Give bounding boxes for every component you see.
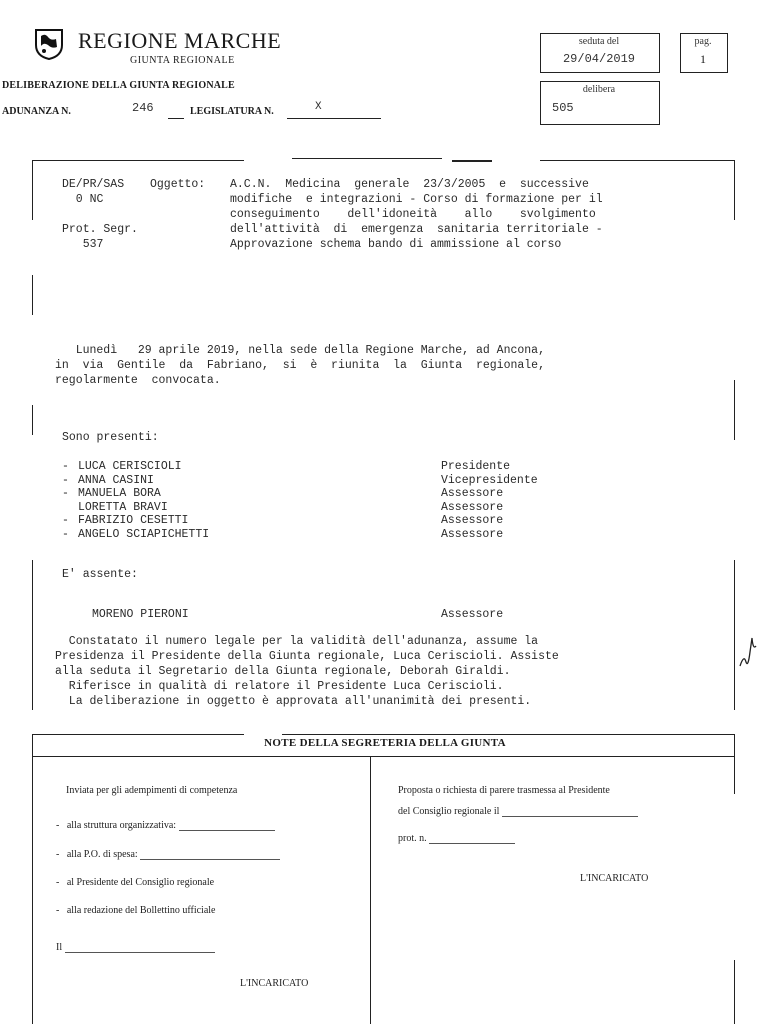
notes-item-po-spesa: - alla P.O. di spesa: bbox=[56, 849, 280, 860]
legislatura-underline bbox=[287, 118, 381, 119]
frame-right-2 bbox=[734, 380, 735, 440]
present-member-name: LUCA CERISCIOLI bbox=[78, 460, 182, 473]
adunanza-label: ADUNANZA N. bbox=[2, 106, 71, 117]
present-member-name: FABRIZIO CESETTI bbox=[78, 514, 189, 528]
delibera-label: delibera bbox=[582, 84, 616, 95]
notes-left-border bbox=[32, 734, 33, 1024]
frame-right-3 bbox=[734, 560, 735, 710]
present-label: Sono presenti: bbox=[62, 431, 159, 444]
notes-item-bollettino: - alla redazione del Bollettino ufficiale bbox=[56, 905, 216, 916]
notes-top-right bbox=[282, 734, 734, 735]
adunanza-number: 246 bbox=[132, 101, 154, 115]
present-member-bullet: - bbox=[62, 528, 69, 541]
notes-title-underline bbox=[32, 756, 734, 757]
notes-divider bbox=[370, 756, 371, 1024]
present-member-role: Presidente bbox=[441, 460, 511, 473]
present-member-bullet: - bbox=[62, 514, 69, 528]
notes-left-signature: L'INCARICATO bbox=[240, 978, 309, 989]
frame-top-dash bbox=[452, 160, 492, 162]
notes-left-intro: Inviata per gli adempimenti di competenza bbox=[66, 785, 238, 796]
meeting-closing: Constatato il numero legale per la validità dell'adunanza, assume la Presidenza il Presidente della Giunta regionale, Luca Ceriscioli. Assiste alla seduta il Segretario della Giunta regionale, Deborah Giraldi. Riferisce in qualità di relatore il Presidente Luca Ceriscioli. La deliberazione in oggetto è approvata all'unanimità dei presenti. bbox=[55, 635, 559, 708]
frame-top-left bbox=[32, 160, 244, 161]
present-member-role: Assessore bbox=[441, 514, 504, 528]
present-member-role: Assessore bbox=[441, 487, 504, 501]
notes-right-signature: L'INCARICATO bbox=[580, 873, 649, 884]
oggetto-text: A.C.N. Medicina generale 23/3/2005 e successive modifiche e integrazioni - Corso di formazione per il conseguimento dell'idoneità allo svolgimento dell'attività di emergenza sanitaria territoriale - Approvazione schema bando di ammissione al corso bbox=[230, 178, 603, 251]
frame-left-2 bbox=[32, 275, 33, 315]
present-member-name: ANNA CASINI bbox=[78, 473, 154, 487]
frame-right-1 bbox=[734, 160, 735, 220]
frame-left-1 bbox=[32, 160, 33, 220]
present-member-name: MANUELA BORA bbox=[78, 487, 161, 501]
adunanza-underline bbox=[168, 118, 184, 119]
meeting-intro: Lunedì 29 aprile 2019, nella sede della Regione Marche, ad Ancona, in via Gentile da Fabriano, si è riunita la Giunta regionale, regolarmente convocata. bbox=[55, 344, 545, 387]
notes-title: NOTE DELLA SEGRETERIA DELLA GIUNTA bbox=[264, 737, 506, 749]
present-member-role: Assessore bbox=[441, 528, 504, 541]
notes-right-border-1 bbox=[734, 734, 735, 794]
notes-il-date: Il bbox=[56, 942, 215, 953]
notes-item-presidente: - al Presidente del Consiglio regionale bbox=[56, 877, 215, 888]
oggetto-label: Oggetto: bbox=[150, 178, 206, 191]
region-title: REGIONE MARCHE bbox=[78, 28, 282, 53]
present-member-bullet: - bbox=[62, 460, 69, 473]
legislatura-label: LEGISLATURA N. bbox=[190, 106, 274, 117]
notes-right-border-2 bbox=[734, 960, 735, 1024]
present-member-bullet: - bbox=[62, 487, 69, 501]
present-member-role: Vicepresidente bbox=[441, 473, 538, 487]
frame-top-right bbox=[540, 160, 734, 161]
notes-right-line2: del Consiglio regionale il bbox=[398, 806, 638, 817]
notes-item-struttura: - alla struttura organizzativa: bbox=[56, 820, 275, 831]
region-subtitle: GIUNTA REGIONALE bbox=[130, 55, 235, 66]
absent-member-name: MORENO PIERONI bbox=[92, 608, 189, 621]
legislatura-value: X bbox=[315, 101, 322, 113]
delibera-number: 505 bbox=[552, 101, 574, 115]
margin-signature-mark bbox=[738, 628, 760, 672]
frame-left-4 bbox=[32, 560, 33, 710]
frame-top-mid bbox=[292, 158, 442, 159]
regione-marche-logo bbox=[32, 27, 66, 61]
subject-codes: DE/PR/SAS 0 NC Prot. Segr. 537 bbox=[62, 178, 138, 251]
seduta-date: 29/04/2019 bbox=[562, 52, 635, 66]
seduta-label: seduta del bbox=[578, 36, 620, 47]
present-member-name: ANGELO SCIAPICHETTI bbox=[78, 528, 210, 541]
absent-label: E' assente: bbox=[62, 568, 138, 581]
absent-member-role: Assessore bbox=[441, 608, 504, 621]
page-number: 1 bbox=[700, 52, 706, 66]
present-member-role: Assessore bbox=[441, 500, 504, 514]
present-member-name: LORETTA BRAVI bbox=[78, 500, 168, 514]
notes-right-line1: Proposta o richiesta di parere trasmessa al Presidente bbox=[398, 785, 610, 796]
page-label: pag. bbox=[694, 36, 712, 47]
frame-left-3 bbox=[32, 405, 33, 435]
notes-top-left bbox=[32, 734, 244, 735]
document-type: DELIBERAZIONE DELLA GIUNTA REGIONALE bbox=[2, 80, 235, 91]
notes-right-prot: prot. n. bbox=[398, 833, 515, 844]
present-member-bullet: - bbox=[62, 473, 69, 487]
